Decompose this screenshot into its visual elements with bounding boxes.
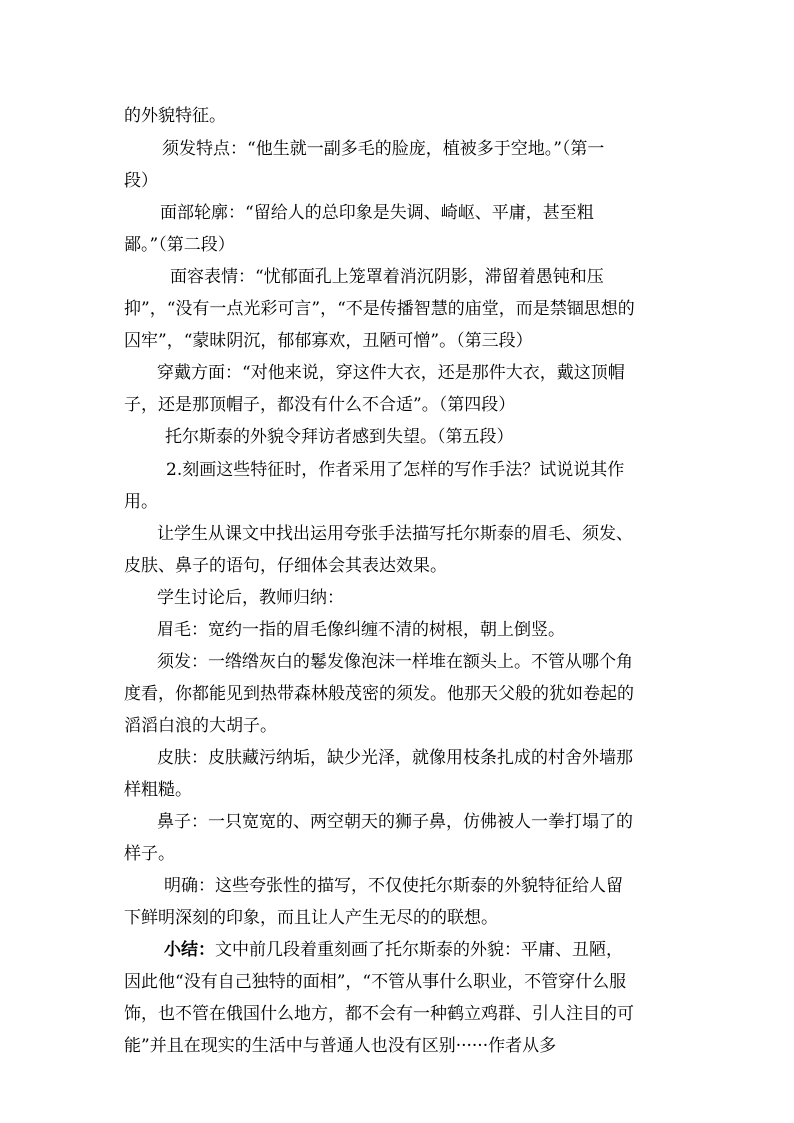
text-line: 度看，你都能见到热带森林般茂密的须发。他那天父般的犹如卷起的 xyxy=(124,684,634,704)
text-line: 鼻子：一只宽宽的、两空朝天的狮子鼻，仿佛被人一拳打塌了的 xyxy=(157,812,633,832)
text-line: 皮肤：皮肤藏污纳垢，缺少光泽，就像用枝条扎成的村舍外墙那 xyxy=(157,748,633,768)
text-line: 抑”，“没有一点光彩可言”，“不是传播智慧的庙堂，而是禁锢思想的 xyxy=(124,299,635,319)
text-line: 让学生从课文中找出运用夸张手法描写托尔斯泰的眉毛、须发、 xyxy=(157,524,633,544)
text-line: 托尔斯泰的外貌令拜访者感到失望。（第五段） xyxy=(165,427,514,447)
summary-text: 文中前几段着重刻画了托尔斯泰的外貌：平庸、丑陋， xyxy=(215,940,623,960)
text-line: 面容表情：“忧郁面孔上笼罩着消沉阴影，滞留着愚钝和压 xyxy=(170,267,604,287)
text-line: 滔滔白浪的大胡子。 xyxy=(124,716,277,736)
text-line: 穿戴方面：“对他来说，穿这件大衣，还是那件大衣，戴这顶帽 xyxy=(157,363,625,383)
summary-label: 小结： xyxy=(164,940,215,960)
text-line: 囚牢”，“蒙昧阴沉，郁郁寡欢，丑陋可憎”。（第三段） xyxy=(124,331,533,351)
text-line: 用。 xyxy=(124,492,158,512)
text-line: 子，还是那顶帽子，都没有什么不合适”。（第四段） xyxy=(124,395,516,415)
text-line: 样子。 xyxy=(124,844,175,864)
text-line: 明确：这些夸张性的描写，不仅使托尔斯泰的外貌特征给人留 xyxy=(164,876,623,896)
text-line: 下鲜明深刻的印象，而且让人产生无尽的的联想。 xyxy=(124,908,498,928)
text-line: 段） xyxy=(124,171,158,191)
text-line: 因此他“没有自己独特的面相”，“不管从事什么职业，不管穿什么服 xyxy=(124,972,627,992)
text-line: 学生讨论后，教师归纳： xyxy=(157,588,344,608)
text-line: 皮肤、鼻子的语句，仔细体会其表达效果。 xyxy=(124,556,447,576)
summary-line xyxy=(164,938,623,962)
text-line: 的外貌特征。 xyxy=(124,106,226,126)
text-line: 鄙。”（第二段） xyxy=(124,235,235,255)
text-line: 2.刻画这些特征时，作者采用了怎样的写作手法？试说说其作 xyxy=(166,460,625,480)
text-line: 眉毛：宽约一指的眉毛像纠缠不清的树根，朝上倒竖。 xyxy=(157,620,565,640)
text-line: 面部轮廓：“留给人的总印象是失调、崎岖、平庸，甚至粗 xyxy=(160,203,594,223)
text-line: 须发特点：“他生就一副多毛的脸庞，植被多于空地。”（第一 xyxy=(162,139,605,159)
text-line: 样粗糙。 xyxy=(124,780,192,800)
text-line: 须发：一绺绺灰白的鬈发像泡沫一样堆在额头上。不管从哪个角 xyxy=(157,652,633,672)
text-line: 能”并且在现实的生活中与普通人也没有区别······作者从多 xyxy=(124,1036,557,1056)
text-line: 饰，也不管在俄国什么地方，都不会有一种鹤立鸡群、引人注目的可 xyxy=(124,1004,634,1024)
